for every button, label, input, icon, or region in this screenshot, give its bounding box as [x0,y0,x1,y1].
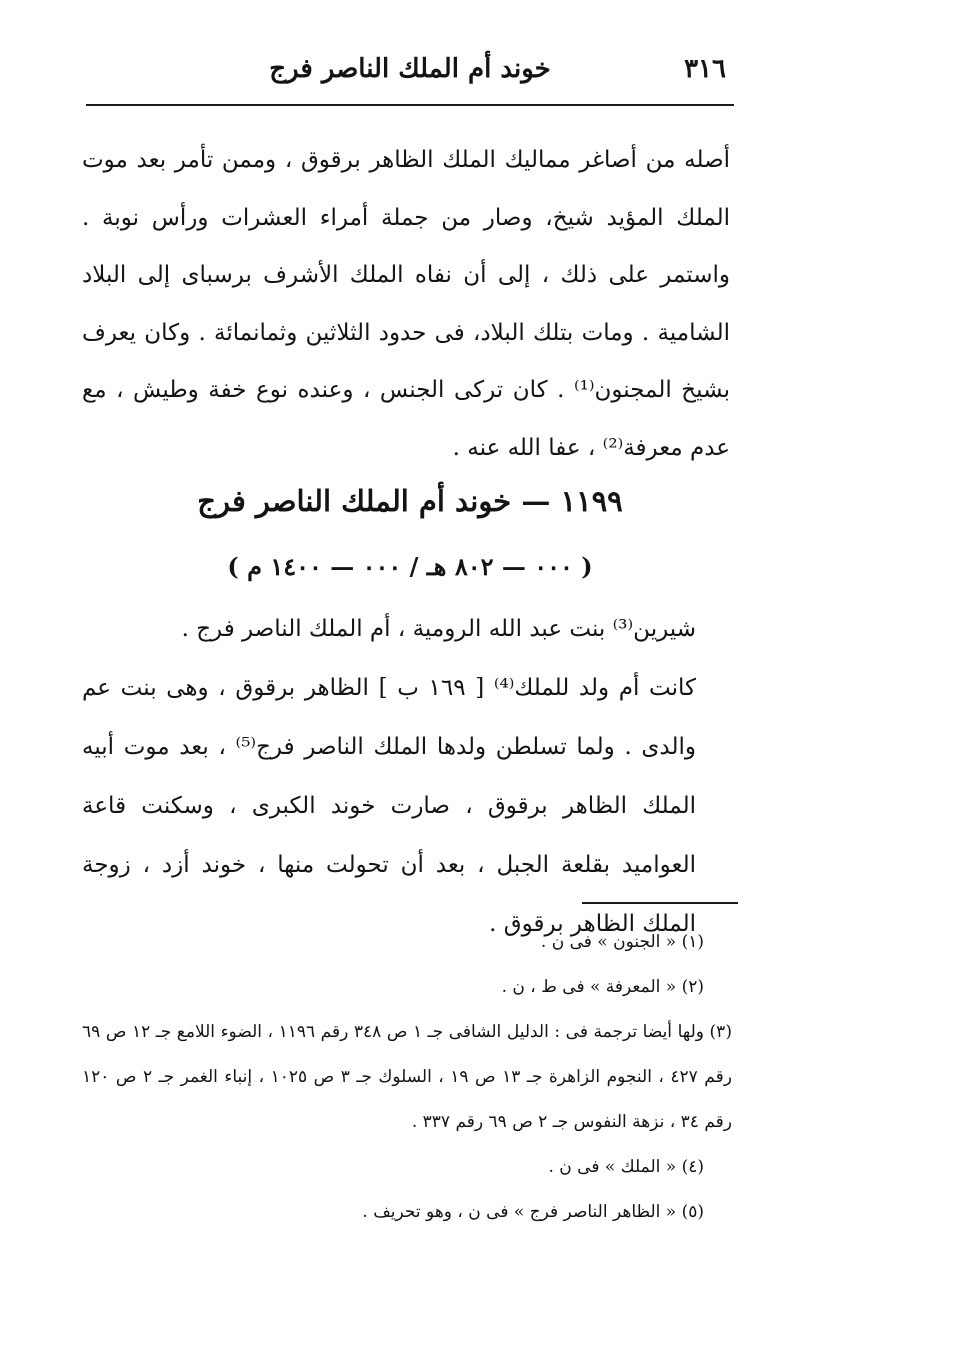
footnote-4: (٤) « الملك » فى ن . [548,1157,704,1177]
entry-dates: ( ٠٠٠ — ٨٠٢ هـ / ٠٠٠ — ١٤٠٠ م ) [227,552,593,581]
page-header [86,48,734,106]
footnote-divider [582,902,738,904]
entry-text [82,600,732,954]
footnote-2: (٢) « المعرفة » فى ط ، ن . [501,977,704,997]
entry-line-body: كانت أم ولد للملك⁽⁴⁾ [ ١٦٩ ب ] الظاهر برقوق ، وهى بنت عم والدى . ولما تسلطن ولدها الملك الناصر فرج⁽⁵⁾ ، بعد موت أبيه الملك الظاهر برقوق ، صارت خوند الكبرى ، وسكنت قاعة العواميد بقلعة الجبل ، بعد أن تحولت منها ، خوند أزد ، زوجة الملك الظاهر برقوق . [82,675,696,937]
running-title: خوند أم الملك الناصر فرج [269,54,551,84]
footnote-3: (٣) ولها أيضا ترجمة فى : الدليل الشافى جـ ١ ص ٣٤٨ رقم ١١٩٦ ، الضوء اللامع جـ ١٢ ص ٦٩ رقم ٤٢٧ ، النجوم الزاهرة جـ ١٣ ص ١٩ ، السلوك جـ ٣ ص ١٠٢٥ ، إنباء الغمر جـ ٢ ص ١٢٠ رقم ٣٤ ، نزهة النفوس جـ ٢ ص ٦٩ رقم ٣٣٧ . [82,1022,732,1132]
entry-heading: ١١٩٩ — خوند أم الملك الناصر فرج [197,484,623,518]
footnote-5: (٥) « الظاهر الناصر فرج » فى ن ، وهو تحريف . [362,1202,704,1222]
page-number: ٣١٦ [684,54,726,84]
footnote-1: (١) « الجنون » فى ن . [540,932,704,952]
entry-line-name: شيرين⁽³⁾ بنت عبد الله الرومية ، أم الملك الناصر فرج . [181,616,696,642]
footnotes [82,920,732,1235]
body-paragraph: أصله من أصاغر مماليك الملك الظاهر برقوق ، وممن تأمر بعد موت الملك المؤيد شيخ، وصار من جملة أمراء العشرات ورأس نوبة . واستمر على ذلك ، إلى أن نفاه الملك الأشرف برسباى إلى البلاد الشامية . ومات بتلك البلاد، فى حدود الثلاثين وثمانمائة . وكان يعرف بشيخ المجنون⁽¹⁾ . كان تركى الجنس ، وعنده نوع خفة وطيش ، مع عدم معرفة⁽²⁾ ، عفا الله عنه . [82,147,730,461]
